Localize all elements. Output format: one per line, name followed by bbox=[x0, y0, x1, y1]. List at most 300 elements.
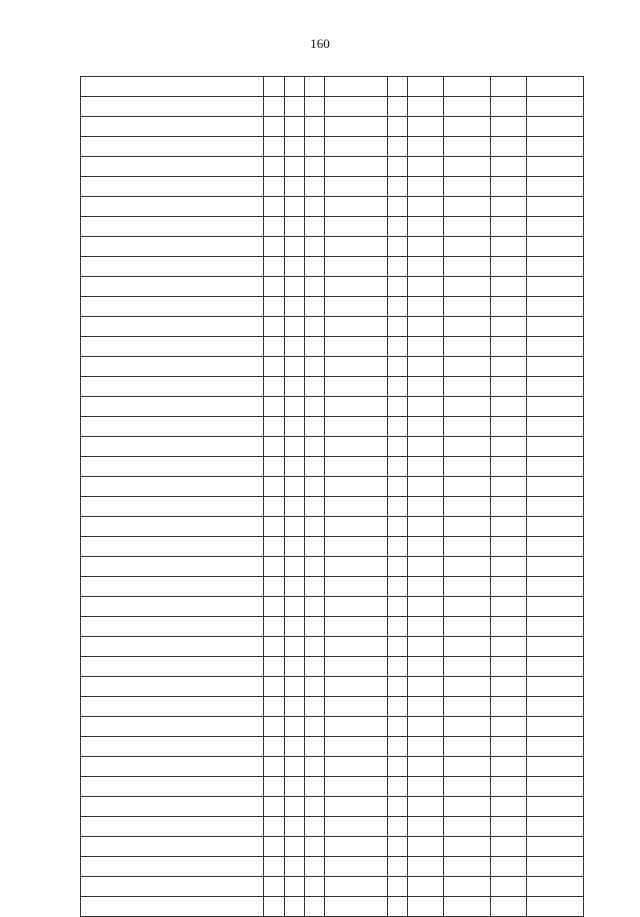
table-cell bbox=[325, 357, 387, 377]
table-cell bbox=[491, 697, 527, 717]
table-cell bbox=[491, 837, 527, 857]
table-cell bbox=[284, 757, 304, 777]
table-cell bbox=[264, 577, 284, 597]
table-cell bbox=[526, 417, 583, 437]
table-cell bbox=[408, 757, 444, 777]
table-cell bbox=[387, 277, 407, 297]
table-cell bbox=[491, 777, 527, 797]
table-cell bbox=[491, 397, 527, 417]
table-cell bbox=[284, 577, 304, 597]
table-cell bbox=[284, 657, 304, 677]
table-cell bbox=[264, 477, 284, 497]
table-cell bbox=[443, 697, 490, 717]
table-cell bbox=[325, 617, 387, 637]
budget-table bbox=[80, 76, 584, 917]
table-cell bbox=[387, 137, 407, 157]
table-cell bbox=[408, 657, 444, 677]
table-cell bbox=[284, 377, 304, 397]
table-cell bbox=[325, 417, 387, 437]
table-cell bbox=[305, 877, 325, 897]
table-cell bbox=[264, 897, 284, 917]
table-cell bbox=[443, 737, 490, 757]
table-cell bbox=[408, 117, 444, 137]
table-cell bbox=[305, 637, 325, 657]
table-cell bbox=[284, 897, 304, 917]
table-cell bbox=[305, 97, 325, 117]
table-cell bbox=[325, 397, 387, 417]
table-cell bbox=[491, 657, 527, 677]
table-cell bbox=[387, 637, 407, 657]
table-cell bbox=[526, 897, 583, 917]
table-cell bbox=[81, 517, 264, 537]
table-row bbox=[81, 757, 584, 777]
table-cell bbox=[325, 737, 387, 757]
table-cell bbox=[284, 777, 304, 797]
table-cell bbox=[305, 697, 325, 717]
table-cell bbox=[264, 117, 284, 137]
table-cell bbox=[81, 77, 264, 97]
table-cell bbox=[443, 417, 490, 437]
table-row bbox=[81, 137, 584, 157]
table-cell bbox=[264, 797, 284, 817]
table-cell bbox=[325, 897, 387, 917]
table-cell bbox=[387, 837, 407, 857]
table-cell bbox=[491, 217, 527, 237]
table-cell bbox=[491, 857, 527, 877]
table-cell bbox=[264, 677, 284, 697]
table-cell bbox=[491, 437, 527, 457]
table-cell bbox=[443, 657, 490, 677]
table-cell bbox=[264, 277, 284, 297]
table-cell bbox=[408, 177, 444, 197]
table-cell bbox=[408, 537, 444, 557]
table-cell bbox=[443, 457, 490, 477]
table-row bbox=[81, 677, 584, 697]
table-cell bbox=[526, 337, 583, 357]
table-cell bbox=[491, 197, 527, 217]
table-cell bbox=[81, 237, 264, 257]
table-cell bbox=[387, 97, 407, 117]
table-cell bbox=[526, 717, 583, 737]
table-cell bbox=[526, 237, 583, 257]
table-cell bbox=[526, 157, 583, 177]
table-cell bbox=[408, 437, 444, 457]
table-cell bbox=[305, 177, 325, 197]
table-cell bbox=[325, 877, 387, 897]
table-row bbox=[81, 97, 584, 117]
table-row bbox=[81, 397, 584, 417]
table-cell bbox=[305, 257, 325, 277]
table-cell bbox=[387, 157, 407, 177]
table-cell bbox=[526, 77, 583, 97]
table-cell bbox=[264, 157, 284, 177]
table-cell bbox=[408, 77, 444, 97]
table-cell bbox=[81, 437, 264, 457]
table-cell bbox=[387, 417, 407, 437]
table-cell bbox=[284, 357, 304, 377]
table-cell bbox=[526, 197, 583, 217]
table-cell bbox=[305, 557, 325, 577]
table-cell bbox=[443, 357, 490, 377]
table-cell bbox=[443, 397, 490, 417]
table-cell bbox=[325, 177, 387, 197]
table-cell bbox=[325, 677, 387, 697]
table-cell bbox=[491, 297, 527, 317]
table-cell bbox=[81, 377, 264, 397]
table-cell bbox=[305, 277, 325, 297]
table-cell bbox=[526, 657, 583, 677]
table-cell bbox=[305, 77, 325, 97]
table-cell bbox=[325, 597, 387, 617]
table-cell bbox=[81, 837, 264, 857]
table-cell bbox=[408, 337, 444, 357]
table-cell bbox=[284, 217, 304, 237]
table-cell bbox=[264, 777, 284, 797]
table-cell bbox=[491, 737, 527, 757]
table-cell bbox=[408, 857, 444, 877]
table-cell bbox=[443, 837, 490, 857]
table-cell bbox=[81, 337, 264, 357]
table-cell bbox=[81, 157, 264, 177]
table-cell bbox=[325, 157, 387, 177]
table-cell bbox=[284, 797, 304, 817]
table-row bbox=[81, 517, 584, 537]
table-cell bbox=[491, 117, 527, 137]
table-cell bbox=[408, 157, 444, 177]
table-cell bbox=[387, 337, 407, 357]
table-cell bbox=[387, 217, 407, 237]
table-cell bbox=[491, 497, 527, 517]
table-cell bbox=[325, 337, 387, 357]
table-cell bbox=[325, 537, 387, 557]
table-cell bbox=[264, 137, 284, 157]
table-cell bbox=[526, 297, 583, 317]
table-cell bbox=[408, 617, 444, 637]
table-cell bbox=[264, 517, 284, 537]
table-cell bbox=[284, 237, 304, 257]
table-row bbox=[81, 357, 584, 377]
table-cell bbox=[81, 717, 264, 737]
table-cell bbox=[491, 97, 527, 117]
table-cell bbox=[408, 377, 444, 397]
table-cell bbox=[526, 677, 583, 697]
table-cell bbox=[325, 477, 387, 497]
table-cell bbox=[526, 737, 583, 757]
table-cell bbox=[325, 757, 387, 777]
table-cell bbox=[443, 517, 490, 537]
table-cell bbox=[526, 477, 583, 497]
table-cell bbox=[387, 357, 407, 377]
table-cell bbox=[491, 797, 527, 817]
table-cell bbox=[408, 317, 444, 337]
table-cell bbox=[491, 677, 527, 697]
table-cell bbox=[325, 137, 387, 157]
table-cell bbox=[284, 317, 304, 337]
table-cell bbox=[387, 677, 407, 697]
table-cell bbox=[408, 97, 444, 117]
table-cell bbox=[305, 897, 325, 917]
table-row bbox=[81, 317, 584, 337]
table-cell bbox=[387, 897, 407, 917]
table-cell bbox=[305, 377, 325, 397]
table-cell bbox=[526, 877, 583, 897]
table-cell bbox=[387, 177, 407, 197]
table-cell bbox=[387, 717, 407, 737]
table-row bbox=[81, 837, 584, 857]
table-cell bbox=[491, 577, 527, 597]
table-cell bbox=[491, 597, 527, 617]
table-cell bbox=[443, 717, 490, 737]
table-cell bbox=[491, 137, 527, 157]
table-row bbox=[81, 297, 584, 317]
table-cell bbox=[325, 697, 387, 717]
table-cell bbox=[284, 77, 304, 97]
table-cell bbox=[284, 557, 304, 577]
table-cell bbox=[325, 97, 387, 117]
table-cell bbox=[284, 477, 304, 497]
table-cell bbox=[264, 317, 284, 337]
table-row bbox=[81, 337, 584, 357]
table-cell bbox=[491, 237, 527, 257]
table-cell bbox=[305, 617, 325, 637]
table-cell bbox=[526, 437, 583, 457]
table-row bbox=[81, 197, 584, 217]
table-cell bbox=[325, 437, 387, 457]
table-cell bbox=[387, 377, 407, 397]
table-cell bbox=[491, 337, 527, 357]
table-row bbox=[81, 497, 584, 517]
table-cell bbox=[284, 737, 304, 757]
table-cell bbox=[491, 537, 527, 557]
table-cell bbox=[526, 117, 583, 137]
table-cell bbox=[284, 617, 304, 637]
table-cell bbox=[81, 317, 264, 337]
table-row bbox=[81, 157, 584, 177]
table-cell bbox=[284, 677, 304, 697]
table-cell bbox=[284, 817, 304, 837]
table-row bbox=[81, 117, 584, 137]
table-cell bbox=[264, 817, 284, 837]
page-number: 160 bbox=[310, 36, 330, 51]
table-cell bbox=[387, 577, 407, 597]
table-cell bbox=[443, 477, 490, 497]
table-row bbox=[81, 217, 584, 237]
table-cell bbox=[387, 517, 407, 537]
table-cell bbox=[81, 617, 264, 637]
table-cell bbox=[408, 297, 444, 317]
table-cell bbox=[81, 557, 264, 577]
table-cell bbox=[81, 877, 264, 897]
table-cell bbox=[408, 797, 444, 817]
table-cell bbox=[387, 297, 407, 317]
table-cell bbox=[443, 497, 490, 517]
table-cell bbox=[408, 817, 444, 837]
table-cell bbox=[284, 157, 304, 177]
table-cell bbox=[284, 457, 304, 477]
table-cell bbox=[81, 177, 264, 197]
table-cell bbox=[81, 137, 264, 157]
table-cell bbox=[387, 597, 407, 617]
table-cell bbox=[305, 457, 325, 477]
table-cell bbox=[526, 637, 583, 657]
table-cell bbox=[526, 137, 583, 157]
table-cell bbox=[264, 397, 284, 417]
table-cell bbox=[526, 457, 583, 477]
table-cell bbox=[305, 197, 325, 217]
table-cell bbox=[264, 557, 284, 577]
table-cell bbox=[81, 697, 264, 717]
table-cell bbox=[264, 77, 284, 97]
table-cell bbox=[387, 797, 407, 817]
table-cell bbox=[81, 737, 264, 757]
table-cell bbox=[325, 277, 387, 297]
table-cell bbox=[526, 357, 583, 377]
table-cell bbox=[526, 397, 583, 417]
table-cell bbox=[305, 757, 325, 777]
table-cell bbox=[81, 817, 264, 837]
table-cell bbox=[526, 377, 583, 397]
table-cell bbox=[325, 717, 387, 737]
table-cell bbox=[387, 817, 407, 837]
table-cell bbox=[408, 257, 444, 277]
table-cell bbox=[491, 257, 527, 277]
table-cell bbox=[491, 637, 527, 657]
table-cell bbox=[81, 657, 264, 677]
table-cell bbox=[284, 177, 304, 197]
table-cell bbox=[284, 257, 304, 277]
table-cell bbox=[526, 617, 583, 637]
table-cell bbox=[491, 317, 527, 337]
table-cell bbox=[526, 497, 583, 517]
table-cell bbox=[264, 737, 284, 757]
table-row bbox=[81, 717, 584, 737]
table-cell bbox=[284, 517, 304, 537]
table-cell bbox=[491, 897, 527, 917]
table-row bbox=[81, 657, 584, 677]
table-cell bbox=[264, 237, 284, 257]
table-cell bbox=[325, 297, 387, 317]
table-cell bbox=[526, 177, 583, 197]
table-cell bbox=[408, 197, 444, 217]
table-cell bbox=[491, 177, 527, 197]
table-body bbox=[81, 77, 584, 917]
table-cell bbox=[408, 477, 444, 497]
table-cell bbox=[408, 497, 444, 517]
table-cell bbox=[284, 197, 304, 217]
table-cell bbox=[443, 257, 490, 277]
table-cell bbox=[491, 377, 527, 397]
table-cell bbox=[264, 177, 284, 197]
table-cell bbox=[305, 437, 325, 457]
table-cell bbox=[387, 777, 407, 797]
table-row bbox=[81, 537, 584, 557]
table-cell bbox=[81, 257, 264, 277]
table-row bbox=[81, 577, 584, 597]
table-cell bbox=[526, 597, 583, 617]
table-row bbox=[81, 817, 584, 837]
table-cell bbox=[81, 477, 264, 497]
table-cell bbox=[305, 517, 325, 537]
table-cell bbox=[305, 657, 325, 677]
table-cell bbox=[408, 677, 444, 697]
table-cell bbox=[81, 497, 264, 517]
table-row bbox=[81, 257, 584, 277]
table-cell bbox=[325, 457, 387, 477]
table-cell bbox=[526, 217, 583, 237]
table-cell bbox=[81, 297, 264, 317]
table-cell bbox=[443, 617, 490, 637]
table-cell bbox=[284, 597, 304, 617]
table-cell bbox=[81, 117, 264, 137]
table-cell bbox=[264, 457, 284, 477]
table-cell bbox=[264, 337, 284, 357]
table-cell bbox=[305, 577, 325, 597]
table-cell bbox=[305, 137, 325, 157]
table-cell bbox=[305, 737, 325, 757]
table-cell bbox=[284, 397, 304, 417]
table-row bbox=[81, 417, 584, 437]
table-cell bbox=[305, 297, 325, 317]
table-cell bbox=[443, 637, 490, 657]
table-cell bbox=[408, 357, 444, 377]
table-cell bbox=[408, 777, 444, 797]
table-cell bbox=[526, 537, 583, 557]
table-cell bbox=[81, 637, 264, 657]
table-cell bbox=[305, 537, 325, 557]
table-cell bbox=[491, 817, 527, 837]
table-cell bbox=[305, 857, 325, 877]
table-cell bbox=[387, 317, 407, 337]
table-cell bbox=[81, 797, 264, 817]
table-cell bbox=[264, 197, 284, 217]
table-cell bbox=[387, 477, 407, 497]
table-cell bbox=[526, 577, 583, 597]
table-row bbox=[81, 597, 584, 617]
table-cell bbox=[325, 317, 387, 337]
table-cell bbox=[325, 197, 387, 217]
table-cell bbox=[443, 557, 490, 577]
table-cell bbox=[305, 237, 325, 257]
table-cell bbox=[387, 437, 407, 457]
table-cell bbox=[284, 857, 304, 877]
table-cell bbox=[408, 717, 444, 737]
table-cell bbox=[443, 677, 490, 697]
table-cell bbox=[387, 877, 407, 897]
table-cell bbox=[305, 357, 325, 377]
table-cell bbox=[491, 457, 527, 477]
table-cell bbox=[387, 397, 407, 417]
table-cell bbox=[443, 377, 490, 397]
table-cell bbox=[443, 197, 490, 217]
table-cell bbox=[325, 837, 387, 857]
table-cell bbox=[387, 457, 407, 477]
table-cell bbox=[387, 757, 407, 777]
table-cell bbox=[443, 337, 490, 357]
table-cell bbox=[264, 97, 284, 117]
table-cell bbox=[443, 217, 490, 237]
table-cell bbox=[264, 877, 284, 897]
table-cell bbox=[284, 877, 304, 897]
table-cell bbox=[264, 497, 284, 517]
table-cell bbox=[325, 817, 387, 837]
table-cell bbox=[408, 217, 444, 237]
table-row bbox=[81, 277, 584, 297]
table-cell bbox=[526, 257, 583, 277]
table-cell bbox=[325, 637, 387, 657]
table-cell bbox=[264, 697, 284, 717]
table-cell bbox=[264, 377, 284, 397]
table-cell bbox=[408, 597, 444, 617]
